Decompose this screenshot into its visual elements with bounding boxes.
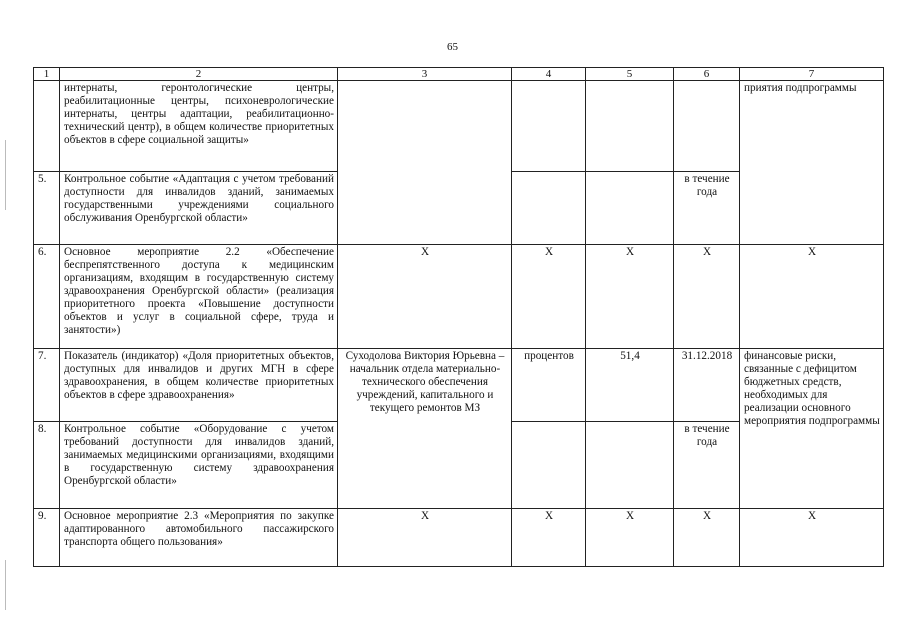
unit-cell: Х [512, 509, 586, 567]
date-cell: Х [674, 245, 740, 349]
row-number: 5. [34, 172, 60, 245]
risk-cell: финансовые риски, связанные с дефицитом бюджетных средств, необходимых для реализации основного мероприятия подпрограммы [740, 349, 884, 509]
value-cell [586, 422, 674, 509]
row-description: Основное мероприятие 2.2 «Обеспечение беспрепятственного доступа к медицинским организациям, входящим в государственную систему здравоохранения Оренбургской области» (реализация приоритетного проекта «Повышение доступности объектов и услуг в социальной сфере, труда и занятости») [60, 245, 338, 349]
value-cell: Х [586, 245, 674, 349]
row-description: Контрольное событие «Оборудование с учетом требований доступности для инвалидов зданий, занимаемых медицинскими организациями, входящими в государственную систему здравоохранения Оренбургской области» [60, 422, 338, 509]
unit-cell [512, 422, 586, 509]
column-header: 7 [740, 68, 884, 81]
table-header-row [34, 68, 884, 81]
column-header: 2 [60, 68, 338, 81]
row-number: 7. [34, 349, 60, 422]
page-number: 65 [447, 41, 458, 53]
date-cell: Х [674, 509, 740, 567]
responsible-cell: Х [338, 245, 512, 349]
column-header: 3 [338, 68, 512, 81]
row-number: 6. [34, 245, 60, 349]
responsible-cell: Х [338, 509, 512, 567]
unit-cell [512, 81, 586, 172]
unit-cell: процентов [512, 349, 586, 422]
table-row [34, 245, 884, 349]
value-cell: Х [586, 509, 674, 567]
table-row [34, 81, 884, 172]
row-description: интернаты, геронтологические центры, реабилитационные центры, психоневрологические интернаты, центры адаптации, реабилитационно-технический центр), в общем количестве приоритетных объектов в сфере социальной защиты» [60, 81, 338, 172]
row-number: 8. [34, 422, 60, 509]
column-header: 1 [34, 68, 60, 81]
row-number [34, 81, 60, 172]
risk-cell: приятия подпрограммы [740, 81, 884, 245]
risk-cell: Х [740, 509, 884, 567]
row-number: 9. [34, 509, 60, 567]
risk-cell: Х [740, 245, 884, 349]
date-cell: 31.12.2018 [674, 349, 740, 422]
row-description: Показатель (индикатор) «Доля приоритетных объектов, доступных для инвалидов и других МГН в сфере здравоохранения, в общем количестве приоритетных объектов в сфере здравоохранения» [60, 349, 338, 422]
row-description: Основное мероприятие 2.3 «Мероприятия по закупке адаптированного автомобильного пассажирского транспорта общего пользования» [60, 509, 338, 567]
unit-cell [512, 172, 586, 245]
responsible-cell-empty [338, 81, 512, 245]
scan-edge-mark [5, 560, 6, 610]
column-header: 5 [586, 68, 674, 81]
table-row [34, 349, 884, 422]
date-cell [674, 81, 740, 172]
value-cell [586, 81, 674, 172]
date-cell: в течение года [674, 172, 740, 245]
table-row [34, 509, 884, 567]
responsible-cell: Суходолова Виктория Юрьевна – начальник отдела материально-технического обеспечения учреждений, капитального и текущего ремонтов МЗ [338, 349, 512, 509]
column-header: 6 [674, 68, 740, 81]
date-cell: в течение года [674, 422, 740, 509]
column-header: 4 [512, 68, 586, 81]
unit-cell: Х [512, 245, 586, 349]
value-cell [586, 172, 674, 245]
scan-edge-mark [5, 140, 6, 210]
row-description: Контрольное событие «Адаптация с учетом требований доступности для инвалидов зданий, занимаемых государственными учреждениями социального обслуживания Оренбургской области» [60, 172, 338, 245]
program-table [33, 67, 884, 567]
value-cell: 51,4 [586, 349, 674, 422]
